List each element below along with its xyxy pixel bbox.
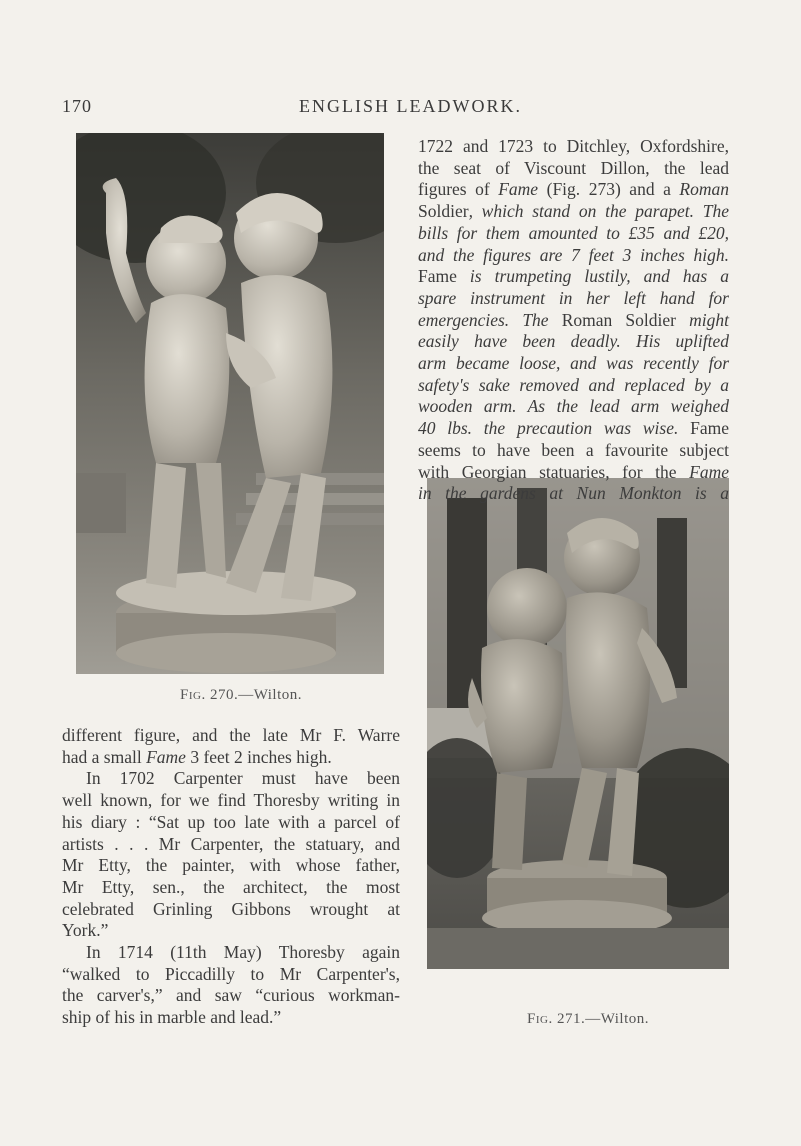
text-line: spare instrument in her left hand for [418, 287, 729, 308]
text-line: seems to have been a favourite subject [418, 439, 729, 460]
text-line: with Georgian statuaries, for the Fame [418, 461, 729, 482]
caption-label: Fig. [527, 1011, 553, 1027]
figure-270-photo [76, 133, 384, 674]
caption-text: 270.—Wilton. [205, 687, 303, 703]
text-line: In 1714 (11th May) Thoresby again [86, 942, 400, 963]
text-line: different figure, and the late Mr F. Warre [62, 725, 400, 745]
text-line: Mr Etty, sen., the architect, the most [62, 876, 400, 897]
text-line: In 1702 Carpenter must have been [86, 768, 400, 789]
text-line: the seat of Viscount Dillon, the lead [418, 157, 729, 178]
caption-label: Fig. [180, 687, 206, 703]
text-line: Mr Etty, the painter, with whose father, [62, 855, 400, 876]
text-line: figures of Fame (Fig. 273) and a Roman [418, 179, 729, 200]
right-text-column [418, 136, 729, 505]
text-line: ship of his in marble and lead.” [62, 1007, 282, 1028]
text-line: Soldier, which stand on the parapet. The [418, 201, 729, 222]
figure-271-caption [527, 1011, 649, 1028]
text-line: had a small Fame 3 feet 2 inches high. [62, 746, 332, 767]
text-line: well known, for we find Thoresby writing in [62, 790, 400, 811]
text-line: 40 lbs. the precaution was wise. Fame [418, 418, 729, 439]
text-line: the carver's,” and saw “curious workman- [62, 985, 400, 1006]
text-line: and the figures are 7 feet 3 inches high. [418, 244, 729, 265]
text-line: “walked to Piccadilly to Mr Carpenter's, [62, 963, 400, 984]
left-text-column [62, 725, 400, 1029]
text-line: emergencies. The Roman Soldier might [418, 309, 729, 330]
text-line: easily have been deadly. His uplifted [418, 331, 729, 352]
text-line: 1722 and 1723 to Ditchley, Oxfordshire, [418, 136, 729, 156]
caption-text: 271.—Wilton. [552, 1011, 650, 1027]
text-line: artists . . . Mr Carpenter, the statuary, and [62, 833, 400, 854]
text-line: in the gardens at Nun Monkton is a [418, 483, 729, 504]
text-line: bills for them amounted to £35 and £20, [418, 222, 729, 243]
running-head: ENGLISH LEADWORK. [299, 96, 522, 116]
figure-271-photo [427, 478, 729, 969]
text-line: celebrated Grinling Gibbons wrought at [62, 898, 400, 919]
text-line: safety's sake removed and replaced by a [418, 374, 729, 395]
text-line: his diary : “Sat up too late with a parcel of [62, 811, 400, 832]
figure-270-caption [180, 687, 302, 704]
text-line: York.” [62, 920, 109, 941]
text-line: wooden arm. As the lead arm weighed [418, 396, 729, 417]
page-number: 170 [62, 96, 92, 116]
page-header [62, 96, 729, 120]
text-line: Fame is trumpeting lustily, and has a [418, 266, 729, 287]
text-line: arm became loose, and was recently for [418, 353, 729, 374]
